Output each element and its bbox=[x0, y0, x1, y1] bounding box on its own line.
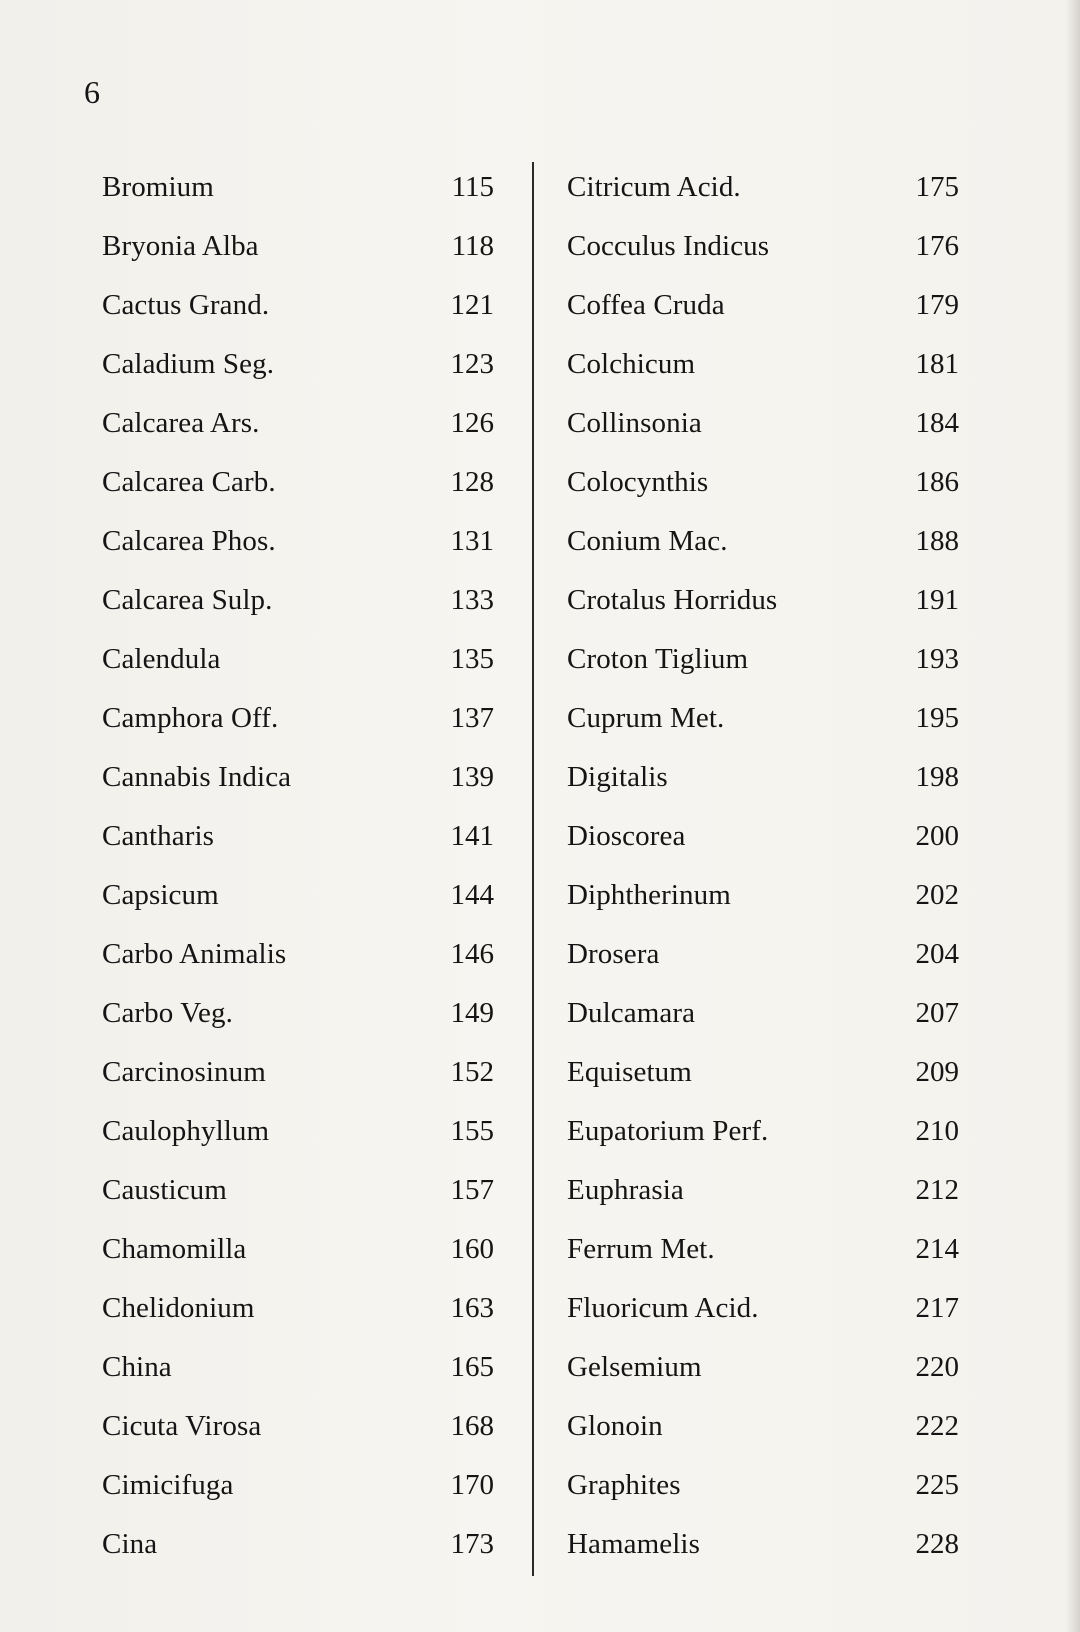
remedy-name: China bbox=[102, 1351, 172, 1383]
remedy-name: Dioscorea bbox=[567, 820, 686, 852]
toc-entry bbox=[567, 335, 959, 394]
page-reference: 188 bbox=[915, 525, 959, 557]
toc-entry bbox=[102, 1161, 494, 1220]
toc-entry bbox=[102, 571, 494, 630]
toc-entry bbox=[567, 512, 959, 571]
toc-entry bbox=[567, 866, 959, 925]
page-reference: 160 bbox=[450, 1233, 494, 1265]
remedy-name: Causticum bbox=[102, 1174, 227, 1206]
page-reference: 212 bbox=[915, 1174, 959, 1206]
page-reference: 155 bbox=[450, 1115, 494, 1147]
remedy-name: Conium Mac. bbox=[567, 525, 728, 557]
toc-entry bbox=[567, 1102, 959, 1161]
toc-entry bbox=[567, 1161, 959, 1220]
toc-entry bbox=[567, 217, 959, 276]
remedy-name: Bryonia Alba bbox=[102, 230, 259, 262]
toc-entry bbox=[567, 276, 959, 335]
toc-entry bbox=[567, 1515, 959, 1574]
remedy-name: Carcinosinum bbox=[102, 1056, 266, 1088]
toc-right-column bbox=[567, 158, 959, 1574]
page-reference: 195 bbox=[915, 702, 959, 734]
page-reference: 146 bbox=[450, 938, 494, 970]
page-reference: 207 bbox=[915, 997, 959, 1029]
remedy-name: Croton Tiglium bbox=[567, 643, 749, 675]
page-reference: 173 bbox=[450, 1528, 494, 1560]
toc-entry bbox=[102, 866, 494, 925]
column-divider bbox=[532, 162, 534, 1576]
remedy-name: Cimicifuga bbox=[102, 1469, 234, 1501]
remedy-name: Bromium bbox=[102, 171, 214, 203]
page-reference: 191 bbox=[915, 584, 959, 616]
remedy-name: Cicuta Virosa bbox=[102, 1410, 262, 1442]
toc-entry bbox=[567, 689, 959, 748]
remedy-name: Hamamelis bbox=[567, 1528, 700, 1560]
remedy-name: Cocculus Indicus bbox=[567, 230, 770, 262]
page-edge-shadow bbox=[1066, 0, 1080, 1632]
toc-entry bbox=[102, 1102, 494, 1161]
remedy-name: Gelsemium bbox=[567, 1351, 702, 1383]
page-reference: 123 bbox=[450, 348, 494, 380]
page-reference: 118 bbox=[451, 230, 494, 262]
page-reference: 202 bbox=[915, 879, 959, 911]
remedy-name: Capsicum bbox=[102, 879, 219, 911]
toc-entry bbox=[102, 984, 494, 1043]
page-reference: 209 bbox=[915, 1056, 959, 1088]
remedy-name: Chamomilla bbox=[102, 1233, 247, 1265]
remedy-name: Glonoin bbox=[567, 1410, 663, 1442]
remedy-name: Carbo Animalis bbox=[102, 938, 287, 970]
page-reference: 204 bbox=[915, 938, 959, 970]
toc-entry bbox=[567, 1338, 959, 1397]
page-reference: 115 bbox=[451, 171, 494, 203]
remedy-name: Citricum Acid. bbox=[567, 171, 741, 203]
remedy-name: Calcarea Sulp. bbox=[102, 584, 273, 616]
toc-entry bbox=[102, 512, 494, 571]
page-reference: 186 bbox=[915, 466, 959, 498]
page-number: 6 bbox=[84, 74, 100, 110]
toc-entry bbox=[102, 689, 494, 748]
toc-entry bbox=[102, 1338, 494, 1397]
toc-entry bbox=[102, 1456, 494, 1515]
toc-left-column bbox=[102, 158, 494, 1574]
toc-entry bbox=[102, 630, 494, 689]
page-reference: 139 bbox=[450, 761, 494, 793]
toc-entry bbox=[567, 984, 959, 1043]
remedy-name: Colchicum bbox=[567, 348, 696, 380]
page-reference: 137 bbox=[450, 702, 494, 734]
remedy-name: Cannabis Indica bbox=[102, 761, 292, 793]
remedy-name: Coffea Cruda bbox=[567, 289, 725, 321]
remedy-name: Diphtherinum bbox=[567, 879, 731, 911]
toc-entry bbox=[567, 571, 959, 630]
remedy-name: Digitalis bbox=[567, 761, 668, 793]
page-reference: 217 bbox=[915, 1292, 959, 1324]
remedy-name: Colocynthis bbox=[567, 466, 709, 498]
page-reference: 131 bbox=[450, 525, 494, 557]
page-reference: 121 bbox=[450, 289, 494, 321]
page-reference: 210 bbox=[915, 1115, 959, 1147]
toc-entry bbox=[567, 1043, 959, 1102]
toc-entry bbox=[102, 276, 494, 335]
toc-entry bbox=[102, 1397, 494, 1456]
toc-entry bbox=[567, 394, 959, 453]
page-reference: 141 bbox=[450, 820, 494, 852]
page-reference: 198 bbox=[915, 761, 959, 793]
page-reference: 170 bbox=[450, 1469, 494, 1501]
remedy-name: Cantharis bbox=[102, 820, 215, 852]
remedy-name: Chelidonium bbox=[102, 1292, 255, 1324]
remedy-name: Dulcamara bbox=[567, 997, 696, 1029]
page-reference: 152 bbox=[450, 1056, 494, 1088]
remedy-name: Euphrasia bbox=[567, 1174, 684, 1206]
page-reference: 193 bbox=[915, 643, 959, 675]
remedy-name: Calcarea Carb. bbox=[102, 466, 276, 498]
page-reference: 135 bbox=[450, 643, 494, 675]
toc-entry bbox=[102, 748, 494, 807]
page-reference: 214 bbox=[915, 1233, 959, 1265]
page-reference: 228 bbox=[915, 1528, 959, 1560]
toc-entry bbox=[567, 1456, 959, 1515]
remedy-name: Collinsonia bbox=[567, 407, 702, 439]
remedy-name: Cuprum Met. bbox=[567, 702, 725, 734]
remedy-name: Graphites bbox=[567, 1469, 681, 1501]
toc-entry bbox=[567, 630, 959, 689]
toc-entry bbox=[567, 1279, 959, 1338]
remedy-name: Equisetum bbox=[567, 1056, 692, 1088]
toc-entry bbox=[102, 394, 494, 453]
toc-entry bbox=[102, 158, 494, 217]
toc-entry bbox=[567, 748, 959, 807]
page-reference: 222 bbox=[915, 1410, 959, 1442]
page-reference: 149 bbox=[450, 997, 494, 1029]
remedy-name: Drosera bbox=[567, 938, 660, 970]
page-reference: 179 bbox=[915, 289, 959, 321]
remedy-name: Fluoricum Acid. bbox=[567, 1292, 759, 1324]
remedy-name: Crotalus Horridus bbox=[567, 584, 778, 616]
remedy-name: Ferrum Met. bbox=[567, 1233, 715, 1265]
remedy-name: Calcarea Phos. bbox=[102, 525, 276, 557]
remedy-name: Caulophyllum bbox=[102, 1115, 270, 1147]
remedy-name: Caladium Seg. bbox=[102, 348, 275, 380]
page-reference: 163 bbox=[450, 1292, 494, 1324]
toc-entry bbox=[102, 1515, 494, 1574]
remedy-name: Cactus Grand. bbox=[102, 289, 270, 321]
page-reference: 165 bbox=[450, 1351, 494, 1383]
page-reference: 128 bbox=[450, 466, 494, 498]
toc-entry bbox=[102, 1220, 494, 1279]
page-reference: 220 bbox=[915, 1351, 959, 1383]
remedy-name: Cina bbox=[102, 1528, 158, 1560]
remedy-name: Camphora Off. bbox=[102, 702, 279, 734]
page-reference: 175 bbox=[915, 171, 959, 203]
page-reference: 184 bbox=[915, 407, 959, 439]
page-reference: 144 bbox=[450, 879, 494, 911]
page-reference: 126 bbox=[450, 407, 494, 439]
toc-entry bbox=[567, 925, 959, 984]
toc-entry bbox=[102, 1043, 494, 1102]
remedy-name: Calendula bbox=[102, 643, 221, 675]
toc-entry bbox=[567, 453, 959, 512]
page-reference: 181 bbox=[915, 348, 959, 380]
page-reference: 133 bbox=[450, 584, 494, 616]
page-reference: 225 bbox=[915, 1469, 959, 1501]
remedy-name: Eupatorium Perf. bbox=[567, 1115, 769, 1147]
toc-entry bbox=[102, 925, 494, 984]
page-reference: 176 bbox=[915, 230, 959, 262]
toc-entry bbox=[567, 807, 959, 866]
toc-entry bbox=[567, 1220, 959, 1279]
page-reference: 157 bbox=[450, 1174, 494, 1206]
toc-entry bbox=[102, 335, 494, 394]
toc-entry bbox=[567, 1397, 959, 1456]
remedy-name: Carbo Veg. bbox=[102, 997, 233, 1029]
page-reference: 168 bbox=[450, 1410, 494, 1442]
toc-entry bbox=[102, 1279, 494, 1338]
toc-entry bbox=[102, 453, 494, 512]
toc-entry bbox=[102, 807, 494, 866]
toc-entry bbox=[102, 217, 494, 276]
page-reference: 200 bbox=[915, 820, 959, 852]
toc-entry bbox=[567, 158, 959, 217]
remedy-name: Calcarea Ars. bbox=[102, 407, 260, 439]
